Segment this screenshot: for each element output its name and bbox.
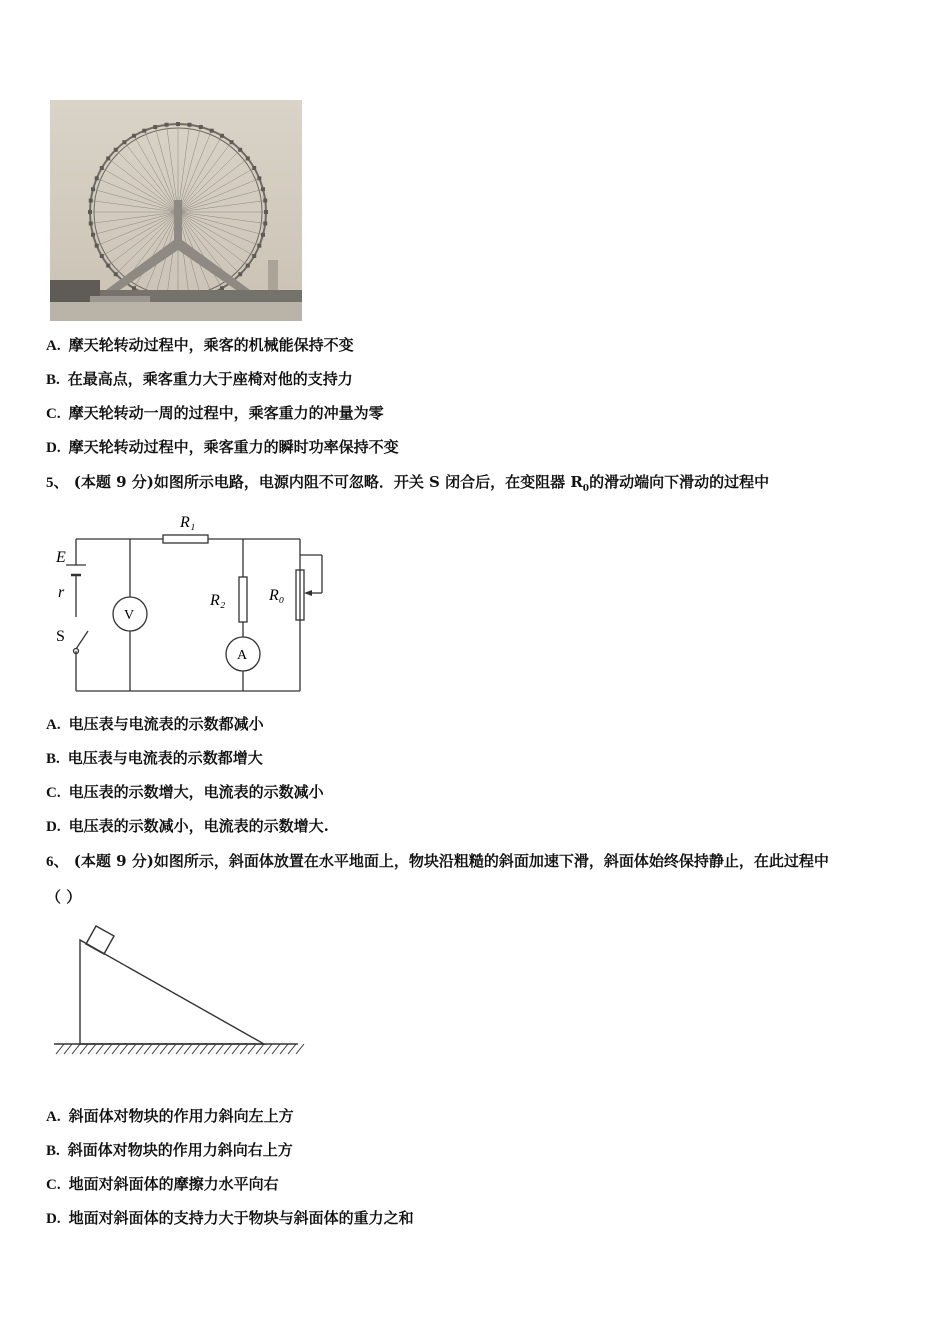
- option-text: 电压表的示数减小，电流表的示数增大.: [68, 817, 329, 835]
- option-text: 电压表与电流表的示数都增大: [67, 749, 263, 767]
- option-letter: B.: [46, 751, 60, 767]
- voltmeter-label: V: [124, 608, 135, 623]
- option-letter: A.: [46, 1109, 61, 1125]
- question-text: 如图所示电路，电源内阻不可忽略．开关 S 闭合后，在变阻器 R: [153, 473, 583, 491]
- r2-label: R₂: [210, 592, 226, 609]
- option-letter: D.: [46, 819, 61, 835]
- switch-label: S: [56, 628, 65, 645]
- option-text: 地面对斜面体的支持力大于物块与斜面体的重力之和: [68, 1209, 414, 1227]
- question-score: (本题 9 分): [73, 473, 154, 491]
- option-text: 摩天轮转动一周的过程中，乘客重力的冲量为零: [68, 404, 384, 422]
- option-letter: B.: [46, 1143, 60, 1159]
- q4-option-d: [46, 437, 399, 458]
- question-text-end: 的滑动端向下滑动的过程中: [589, 473, 770, 491]
- circuit-diagram: [50, 505, 340, 700]
- q5-option-c: [46, 782, 324, 803]
- question-number: 6、: [46, 854, 69, 870]
- option-text: 斜面体对物块的作用力斜向左上方: [68, 1107, 294, 1125]
- question-number: 5、: [46, 475, 69, 491]
- q4-option-b: [46, 369, 353, 390]
- q4-option-a: [46, 335, 354, 356]
- q6-option-b: [46, 1140, 293, 1161]
- option-text: 斜面体对物块的作用力斜向右上方: [67, 1141, 293, 1159]
- r0-label: R₀: [269, 587, 285, 604]
- r1-label: R₁: [180, 514, 196, 531]
- subscript: 0: [582, 484, 590, 494]
- q5-stem: [46, 472, 769, 499]
- emf-label: E: [56, 549, 66, 566]
- option-text: 电压表与电流表的示数都减小: [68, 715, 264, 733]
- ferris-wheel-photo: [50, 100, 302, 321]
- option-text: 摩天轮转动过程中，乘客的机械能保持不变: [68, 336, 354, 354]
- option-letter: D.: [46, 440, 61, 456]
- resistance-label: r: [58, 584, 65, 601]
- q6-option-d: [46, 1208, 414, 1229]
- q4-option-c: [46, 403, 384, 424]
- option-letter: A.: [46, 338, 61, 354]
- option-text: 地面对斜面体的摩擦力水平向右: [68, 1175, 279, 1193]
- question-score: (本题 9 分): [73, 852, 154, 870]
- q5-option-b: [46, 748, 263, 769]
- q6-option-c: [46, 1174, 279, 1195]
- option-text: 电压表的示数增大，电流表的示数减小: [68, 783, 324, 801]
- q6-answer-paren: （ ）: [46, 888, 82, 906]
- q5-option-a: [46, 714, 264, 735]
- option-text: 摩天轮转动过程中，乘客重力的瞬时功率保持不变: [68, 438, 399, 456]
- q6-option-a: [46, 1106, 294, 1127]
- incline-diagram: [50, 922, 312, 1062]
- q6-stem: [46, 851, 829, 872]
- option-letter: C.: [46, 785, 61, 801]
- option-letter: B.: [46, 372, 60, 388]
- option-letter: C.: [46, 406, 61, 422]
- question-text: 如图所示，斜面体放置在水平地面上，物块沿粗糙的斜面加速下滑，斜面体始终保持静止，在此过程中: [153, 852, 829, 870]
- option-letter: D.: [46, 1211, 61, 1227]
- option-text: 在最高点，乘客重力大于座椅对他的支持力: [67, 370, 353, 388]
- option-letter: A.: [46, 717, 61, 733]
- q5-option-d: [46, 816, 329, 837]
- option-letter: C.: [46, 1177, 61, 1193]
- ammeter-label: A: [237, 648, 248, 663]
